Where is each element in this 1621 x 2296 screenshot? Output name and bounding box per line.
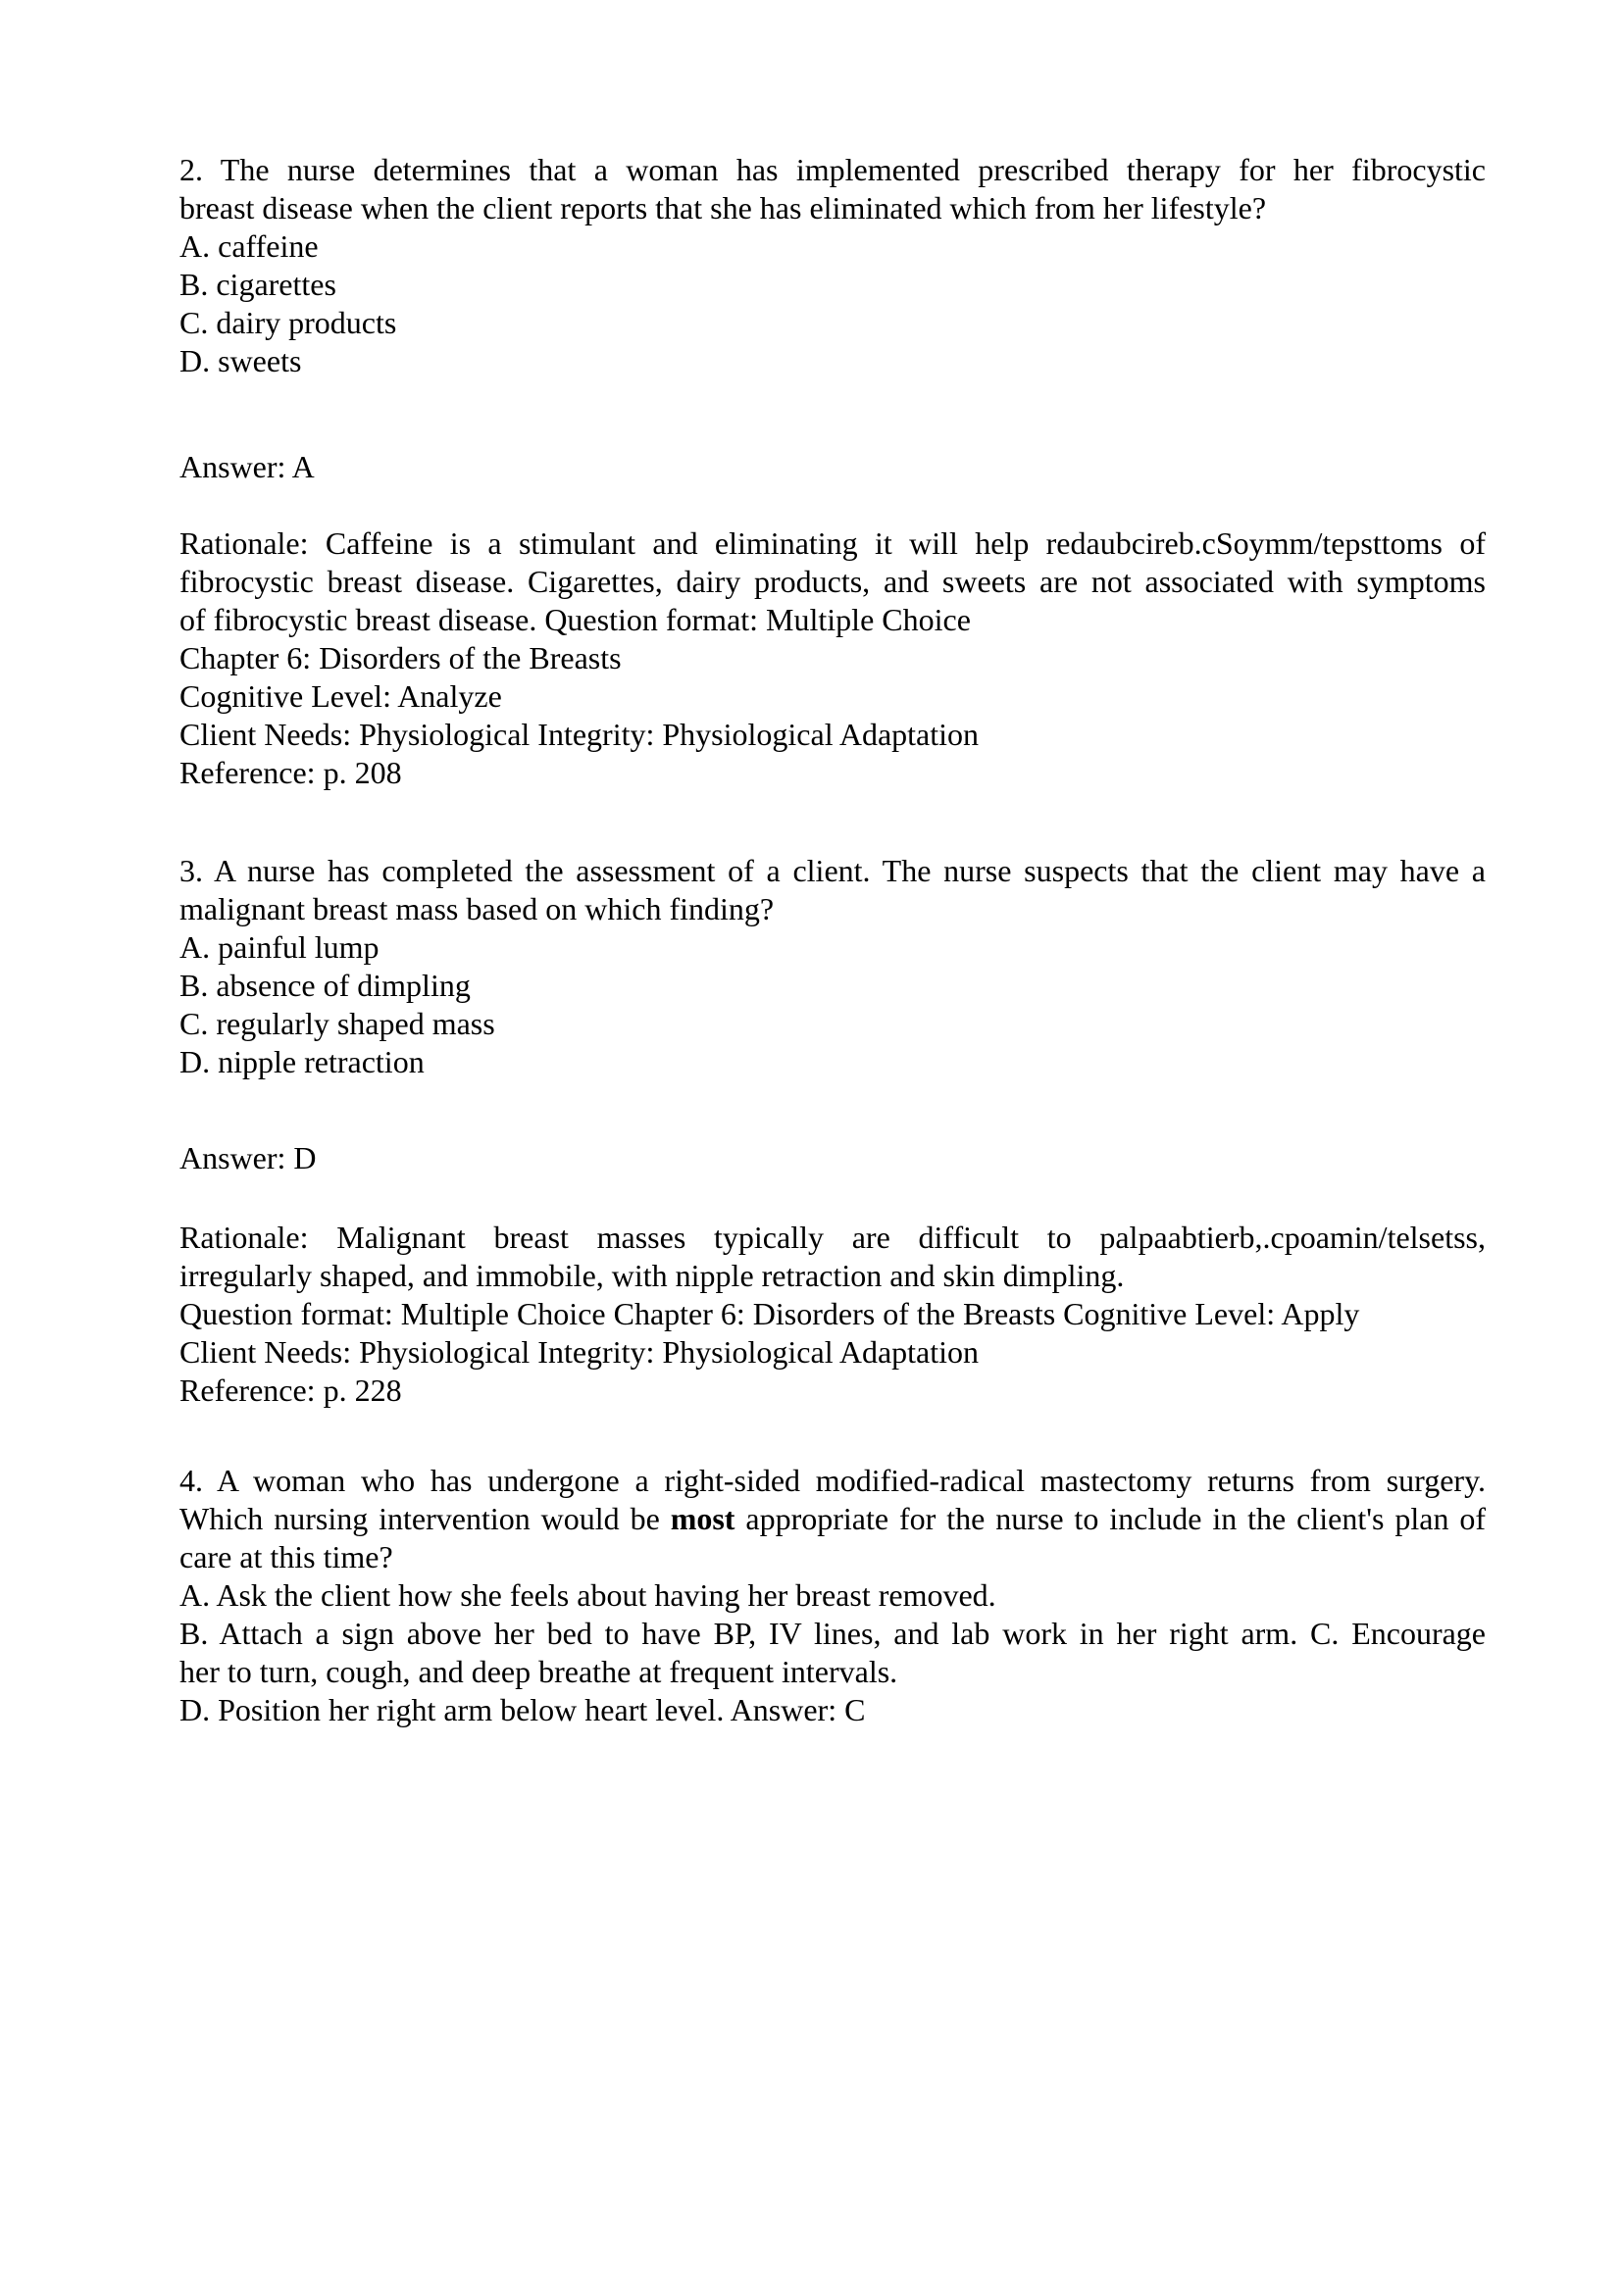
question-stem: 4. A woman who has undergone a right-sided modified-radical mastectomy returns from surgery. <box>179 1463 1486 1498</box>
option: D. Position her right arm below heart level. Answer: C <box>179 1692 866 1727</box>
rationale-line: of fibrocystic breast disease. Question format: Multiple Choice <box>179 602 971 637</box>
question-stem: care at this time? <box>179 1539 393 1574</box>
rationale-line: Rationale: Caffeine is a stimulant and eliminating it will help redaubcireb.cSoymm/tepsttoms of <box>179 525 1486 561</box>
reference: Reference: p. 208 <box>179 755 402 790</box>
question-3 <box>179 852 1486 1081</box>
option: D. nipple retraction <box>179 1044 425 1079</box>
option: B. cigarettes <box>179 267 336 302</box>
answer: Answer: A <box>179 449 315 484</box>
stem-text: Which nursing intervention would be <box>179 1501 671 1536</box>
stem-text: appropriate for the nurse to include in the client's plan of <box>735 1501 1487 1536</box>
rationale-2 <box>179 524 1486 792</box>
emphasis: most <box>670 1501 735 1536</box>
question-stem: malignant breast mass based on which finding? <box>179 891 775 926</box>
question-stem: 2. The nurse determines that a woman has implemented prescribed therapy for her fibrocystic <box>179 152 1486 187</box>
option: C. dairy products <box>179 305 397 340</box>
option: B. absence of dimpling <box>179 968 471 1003</box>
chapter: Chapter 6: Disorders of the Breasts <box>179 640 622 675</box>
question-stem: 3. A nurse has completed the assessment of a client. The nurse suspects that the client may have a <box>179 853 1486 888</box>
question-2 <box>179 151 1486 380</box>
answer: Answer: D <box>179 1140 317 1175</box>
option: C. regularly shaped mass <box>179 1006 495 1041</box>
option: D. sweets <box>179 343 302 378</box>
rationale-3 <box>179 1219 1486 1410</box>
client-needs: Client Needs: Physiological Integrity: Physiological Adaptation <box>179 1334 980 1370</box>
question-4 <box>179 1462 1486 1729</box>
option: A. Ask the client how she feels about having her breast removed. <box>179 1577 996 1613</box>
reference: Reference: p. 228 <box>179 1373 402 1408</box>
option: A. caffeine <box>179 228 319 264</box>
rationale-line: Question format: Multiple Choice Chapter 6: Disorders of the Breasts Cognitive Level: Apply <box>179 1296 1360 1331</box>
cognitive-level: Cognitive Level: Analyze <box>179 678 502 714</box>
option: her to turn, cough, and deep breathe at frequent intervals. <box>179 1654 898 1689</box>
question-stem <box>179 1500 1486 1538</box>
option: B. Attach a sign above her bed to have BP, IV lines, and lab work in her right arm. C. Encourage <box>179 1616 1486 1651</box>
rationale-line: fibrocystic breast disease. Cigarettes, dairy products, and sweets are not associated with symptoms <box>179 564 1486 599</box>
rationale-line: irregularly shaped, and immobile, with nipple retraction and skin dimpling. <box>179 1258 1125 1293</box>
client-needs: Client Needs: Physiological Integrity: Physiological Adaptation <box>179 717 980 752</box>
option: A. painful lump <box>179 929 380 965</box>
rationale-line: Rationale: Malignant breast masses typically are difficult to palpaabtierb,.cpoamin/telsetss, <box>179 1220 1486 1255</box>
question-stem: breast disease when the client reports that she has eliminated which from her lifestyle? <box>179 190 1267 225</box>
